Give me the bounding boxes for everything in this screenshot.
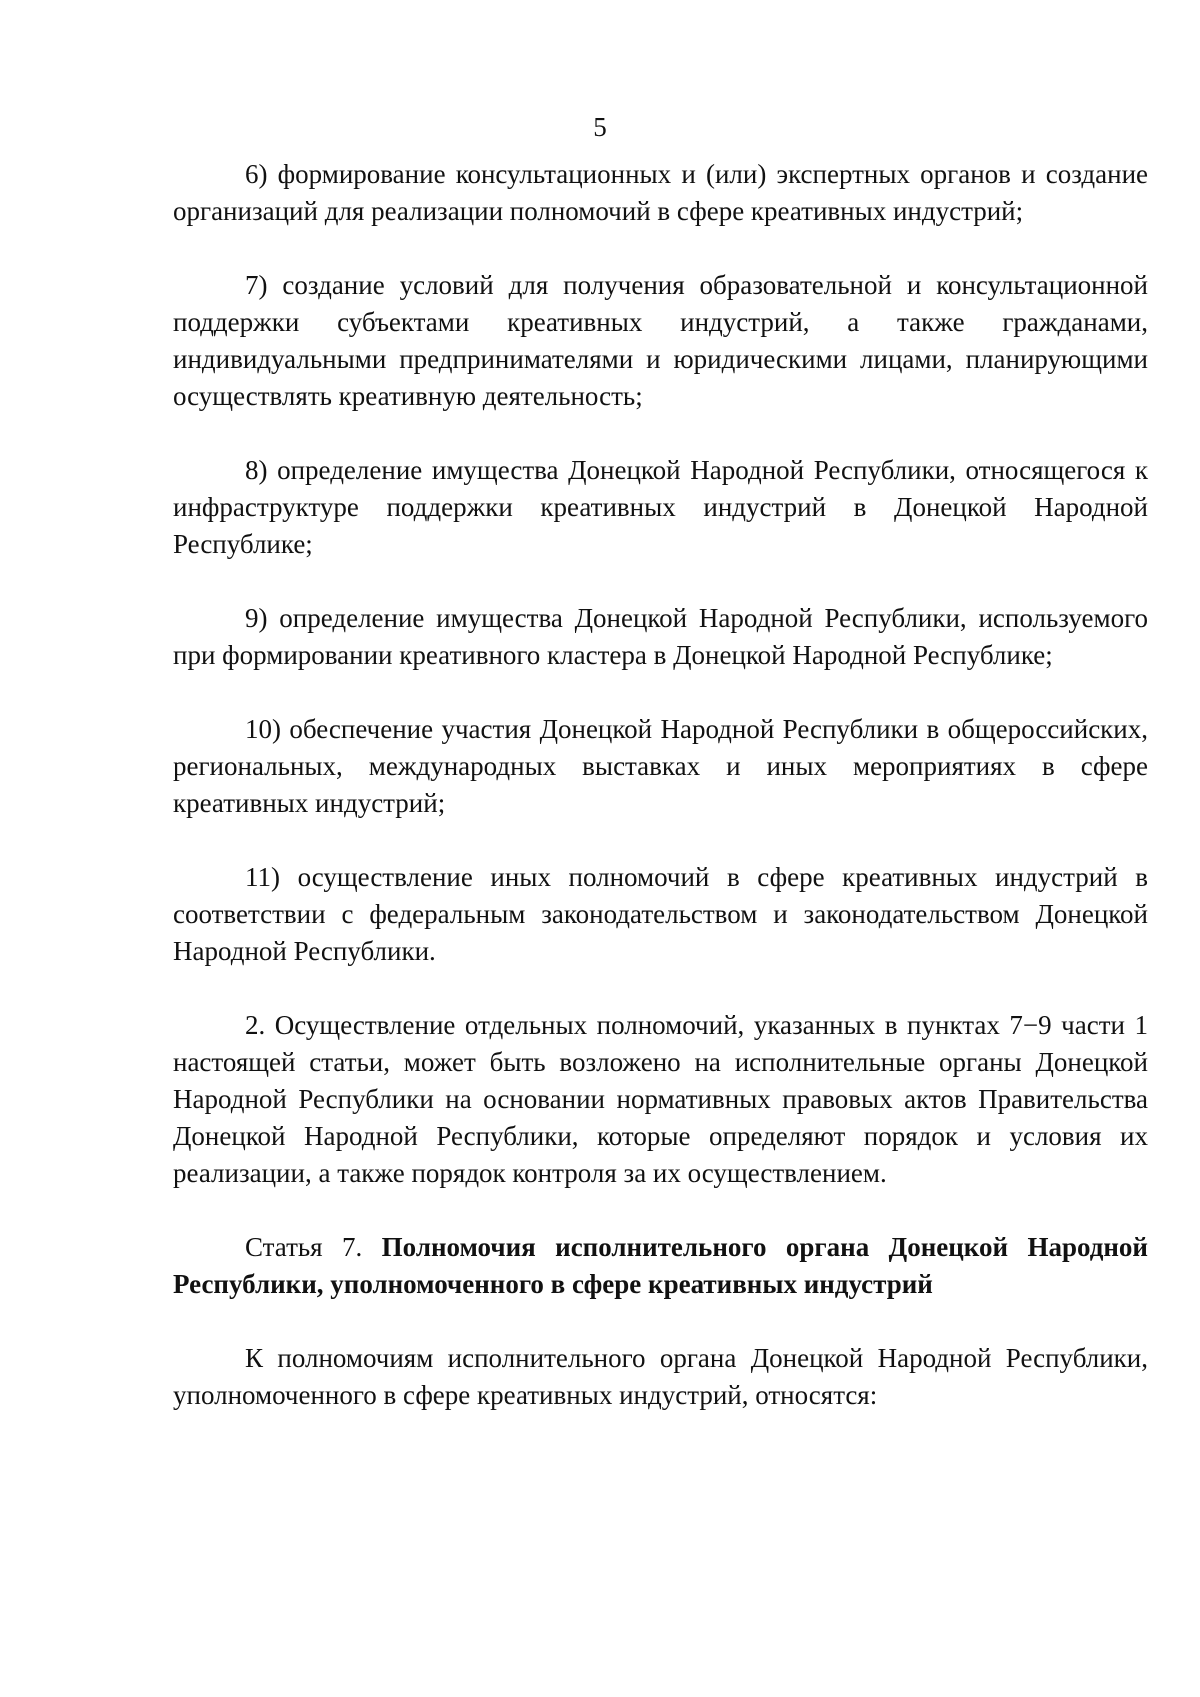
paragraph-item-7: 7) создание условий для получения образовательной и консультационной поддержки субъектами креативных индустрий, а также гражданами, индивидуальными предпринимателями и юридическими лицами, планирующими осуществлять креативную деятельность; bbox=[173, 270, 1148, 411]
article-number: Статья 7. bbox=[245, 1232, 382, 1262]
paragraph-item-6: 6) формирование консультационных и (или) экспертных органов и создание организаций для реализации полномочий в сфере креативных индустрий; bbox=[173, 159, 1148, 226]
article-heading bbox=[173, 1229, 1148, 1303]
paragraph-item-8: 8) определение имущества Донецкой Народной Республики, относящегося к инфраструктуре поддержки креативных индустрий в Донецкой Народной Республике; bbox=[173, 455, 1148, 559]
page-number: 5 bbox=[593, 112, 607, 142]
paragraph-part-2: 2. Осуществление отдельных полномочий, указанных в пунктах 7−9 части 1 настоящей статьи, может быть возложено на исполнительные органы Донецкой Народной Республики на основании нормативных правовых актов Правительства Донецкой Народной Республики, которые определяют порядок и условия их реализации, а также порядок контроля за их осуществлением. bbox=[173, 1010, 1148, 1188]
document-body bbox=[173, 156, 1148, 1414]
article-intro-paragraph: К полномочиям исполнительного органа Донецкой Народной Республики, уполномоченного в сфере креативных индустрий, относятся: bbox=[173, 1343, 1148, 1410]
article-title: Полномочия исполнительного органа Донецкой Народной Республики, уполномоченного в сфере креативных индустрий bbox=[173, 1232, 1148, 1299]
paragraph-item-10: 10) обеспечение участия Донецкой Народной Республики в общероссийских, региональных, международных выставках и иных мероприятиях в сфере креативных индустрий; bbox=[173, 714, 1148, 818]
paragraph-item-9: 9) определение имущества Донецкой Народной Республики, используемого при формировании креативного кластера в Донецкой Народной Республике; bbox=[173, 603, 1148, 670]
paragraph-item-11: 11) осуществление иных полномочий в сфере креативных индустрий в соответствии с федеральным законодательством и законодательством Донецкой Народной Республики. bbox=[173, 862, 1148, 966]
